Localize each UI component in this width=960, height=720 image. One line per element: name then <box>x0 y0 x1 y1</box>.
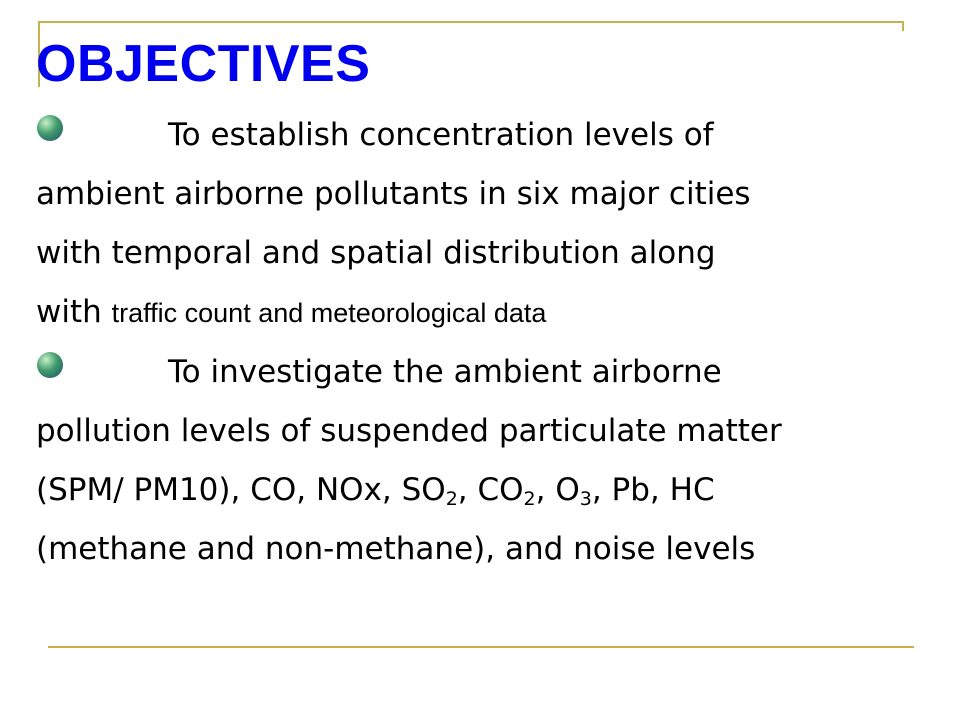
objective-1-line-4-lead: with <box>36 294 112 330</box>
objective-1-line-3: with temporal and spatial distribution along <box>36 235 716 271</box>
objective-2-line-3-a: (SPM/ PM10), CO, NOx, SO <box>36 472 446 508</box>
top-rule <box>38 21 904 23</box>
o3-subscript: 3 <box>579 488 592 510</box>
top-right-rule <box>902 21 904 31</box>
objective-2-line-4: (methane and non-methane), and noise levels <box>36 531 756 567</box>
objectives-list <box>36 106 948 579</box>
bottom-rule <box>48 646 914 648</box>
objective-2-line-1: To investigate the ambient airborne <box>168 354 722 390</box>
sphere-bullet-icon <box>37 352 63 378</box>
objective-1-line-4 <box>36 283 948 343</box>
co2-subscript: 2 <box>523 488 536 510</box>
objective-1-line-4-tail: traffic count and meteorological data <box>111 298 547 328</box>
objective-2-line-2: pollution levels of suspended particulate matter <box>36 413 782 449</box>
so2-subscript: 2 <box>445 488 458 510</box>
slide-title: OBJECTIVES <box>36 35 371 93</box>
objective-2-line-3-c: , O <box>535 472 580 508</box>
objective-2-line-3 <box>36 461 948 520</box>
objective-1-line-2: ambient airborne pollutants in six major cities <box>36 176 751 212</box>
sphere-bullet-icon <box>37 115 63 141</box>
objective-2-line-3-d: , Pb, HC <box>591 472 715 508</box>
objective-1-line-1: To establish concentration levels of <box>168 117 714 153</box>
objective-2-line-3-b: , CO <box>457 472 524 508</box>
objective-item-2 <box>36 343 948 579</box>
objective-item-1 <box>36 106 948 343</box>
